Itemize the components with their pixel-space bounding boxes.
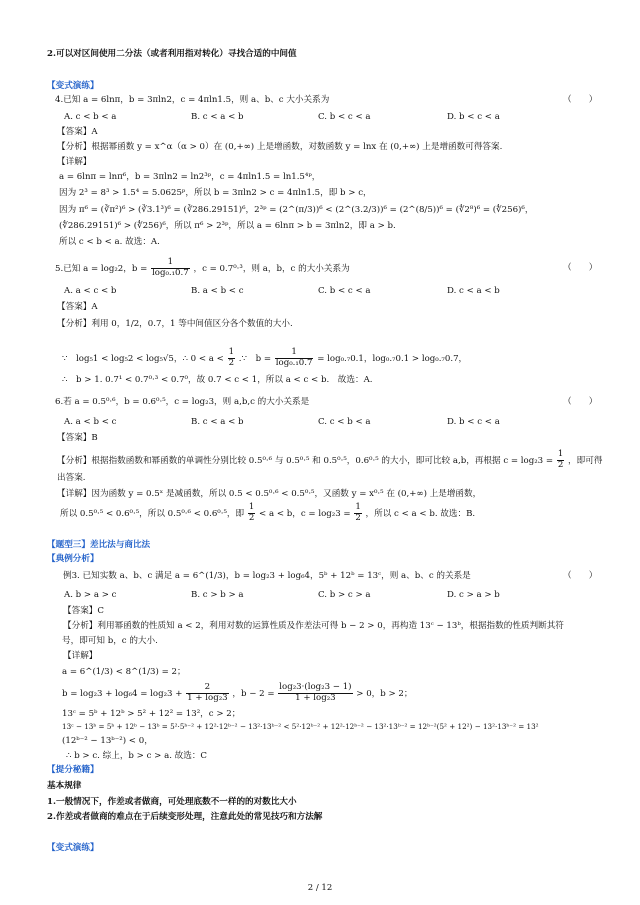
ex3-line-2: b = log₂3 + log₆4 = log₂3 + $\frac{2}{\text{1 + log₂3}}$ ，b − 2 = $\frac{\text{log₂3·(log₂3 − 1)}}{\text{1 + log₂3}}$ > 0，b > 2； (62, 682, 413, 703)
practice-tag: 【变式演练】 (47, 81, 99, 91)
fraction: $\frac{1}{\text{log₀.₁0.7}}$ (152, 257, 189, 278)
ex3-detail-label: 【详解】 (63, 651, 98, 661)
ex3-option-d: D. c > a > b (447, 590, 500, 600)
q6-option-b: B. c < a < b (191, 417, 244, 427)
q6-answer: 【答案】B (57, 433, 98, 443)
q4-detail-line: 因为 2³ = 8³ > 1.5⁴ = 5.0625ᵖ，所以 b = 3πln2 > c = 4πln1.5，即 b > c， (59, 188, 372, 198)
q6-analysis: 【分析】根据指数函数和幂函数的单调性分别比较 0.5⁰·⁶ 与 0.5⁰·⁵ 和 0.5⁰·⁵，0.6⁰·⁵ 的大小，即可比较 a,b，再根据 c = log₂3 = $\frac{1}{2}$ ，即可得 (57, 449, 603, 470)
practice-tag-2: 【变式演练】 (47, 843, 99, 853)
q4-option-c: C. b < c < a (318, 112, 371, 122)
fraction: $\frac{\text{log₂3·(log₂3 − 1)}}{\text{1 + log₂3}}$ (279, 682, 352, 703)
ex3-paren: （ ） (563, 571, 598, 581)
ex3-option-a: A. b > a > c (64, 590, 117, 600)
q5-analysis: 【分析】利用 0，1/2，0.7，1 等中间值区分各个数值的大小. (57, 319, 293, 329)
q6-option-a: A. a < b < c (64, 417, 117, 427)
q5-option-a: A. a < c < b (64, 286, 117, 296)
fraction: $\frac{1}{2}$ (248, 502, 255, 523)
q4-detail-line: a = 6lnπ = lnπ⁶，b = 3πln2 = ln2³ᵖ，c = 4πln1.5 = ln1.5⁴ᵖ， (59, 172, 321, 182)
q4-option-a: A. c < b < a (64, 112, 117, 122)
ex3-answer: 【答案】C (63, 606, 104, 616)
q4-paren: （ ） (563, 95, 598, 105)
q5-answer: 【答案】A (57, 302, 98, 312)
q6-stem: 6.若 a = 0.5⁰·⁶，b = 0.6⁰·⁵，c = log₂3，则 a,b,c 的大小关系是 (55, 397, 310, 407)
fraction: $\frac{1}{2}$ (557, 449, 564, 470)
q5-stem: 5.已知 a = log₂2，b = $\frac{1}{\text{log₀.₁0.7}}$ ，c = 0.7⁰·³，则 a，b，c 的大小关系为 (55, 257, 350, 278)
ex3-line-3: 13ᶜ = 5ᵇ + 12ᵇ > 5² + 12² = 13²，c > 2； (62, 709, 241, 719)
ex3-analysis-1: 【分析】利用幂函数的性质知 a < 2，利用对数的运算性质及作差法可得 b − 2 > 0，再构造 13ᶜ − 13ᵇ，根据指数的性质判断其符 (63, 621, 564, 631)
ex3-analysis-2: 号，即可知 b，c 的大小. (62, 636, 158, 646)
ex3-line-6: ∴ b > c. 综上，b > c > a. 故选：C (66, 751, 208, 761)
fraction: $\frac{1}{\text{log₀.₁0.7}}$ (275, 347, 313, 368)
ex3-option-b: B. c > b > a (191, 590, 244, 600)
q6-paren: （ ） (563, 397, 598, 407)
q4-option-b: B. c < a < b (191, 112, 244, 122)
ex3-stem: 例3. 已知实数 a、b、c 满足 a = 6^(1/3)，b = log₂3 + log₆4，5ᵇ + 12ᵇ = 13ᶜ，则 a、b、c 的关系是 (63, 571, 471, 581)
ex3-line-1: a = 6^(1/3) < 8^(1/3) = 2； (62, 667, 186, 677)
ex3-line-5: (12ᵇ⁻² − 13ᵇ⁻²) < 0， (62, 736, 153, 746)
q5-option-d: D. c < a < b (447, 286, 500, 296)
section-heading: 2.可以对区间使用二分法（或者利用指对转化）寻找合适的中间值 (47, 49, 297, 59)
q4-answer: 【答案】A (57, 127, 98, 137)
q4-option-d: D. b < c < a (447, 112, 500, 122)
rule-item: 1.一般情况下，作差或者做商，可处理底数不一样的的对数比大小 (47, 797, 297, 807)
rules-title: 基本规律 (47, 781, 82, 791)
fraction: $\frac{1}{2}$ (355, 502, 361, 523)
q4-detail-label: 【详解】 (57, 157, 92, 167)
q6-option-d: D. b < c < a (447, 417, 500, 427)
q5-option-c: C. b < c < a (318, 286, 371, 296)
q6-analysis-line-2: 出答案. (57, 473, 86, 483)
tips-tag: 【提分秘籍】 (47, 765, 99, 775)
q4-detail-line: (∜286.29151)⁶ > (∜256)⁶，所以 π⁶ > 2³ᵖ，所以 a = 6lnπ > b = 3πln2，即 a > b. (59, 221, 396, 231)
typical-analysis-tag: 【典例分析】 (47, 554, 99, 564)
q6-option-c: C. c < b < a (318, 417, 371, 427)
ex3-line-4: 13ᶜ − 13ᵇ = 5ᵇ + 12ᵇ − 13ᵇ = 5²·5ᵇ⁻² + 12²·12ᵇ⁻² − 13²·13ᵇ⁻² < 5²·12ᵇ⁻² + 12²·12ᵇ⁻² − 13²·13ᵇ⁻² = 12ᵇ⁻²(5² + 12²) − 13²·13ᵇ⁻² = 13² (62, 722, 539, 731)
q5-detail-line-1: ∵ log₅1 < log₅2 < log₅√5，∴ 0 < a < $\frac{1}{2}$ .∵ b = $\frac{1}{\text{log₀.₁0.7}}$ = log₀.₇0.1，log₀.₇0.1 > log₀.₇0.7， (62, 347, 468, 368)
q4-detail-line: 因为 π⁶ = (∛π²)⁶ > (∛3.1³)⁶ = (∛286.29151)⁶，2³ᵖ = (2^(π/3))⁶ < (2^(3.2/3))⁶ = (2^(8/5))⁶ = (∜2⁸)⁶ = (∜256)⁶， (59, 205, 534, 215)
q4-stem: 4.已知 a = 6lnπ，b = 3πln2，c = 4πln1.5，则 a、b、c 大小关系为 (55, 95, 330, 105)
q4-detail-line: 所以 c < b < a. 故选：A. (59, 237, 160, 247)
fraction: $\frac{1}{2}$ (228, 347, 235, 368)
q5-paren: （ ） (563, 263, 598, 273)
page-number: 2 / 12 (307, 883, 333, 893)
rule-item: 2.作差或者做商的难点在于后续变形处理，注意此处的常见技巧和方法解 (47, 812, 323, 822)
ex3-option-c: C. b > c > a (318, 590, 371, 600)
fraction: $\frac{2}{\text{1 + log₂3}}$ (187, 682, 228, 703)
type3-heading: 【题型三】差比法与商比法 (47, 540, 151, 550)
q5-detail-line-2: ∴ b > 1. 0.7¹ < 0.7⁰·³ < 0.7⁰，故 0.7 < c < 1，所以 a < c < b. 故选：A. (62, 375, 373, 385)
q6-detail-line-1: 【详解】因为函数 y = 0.5ˣ 是减函数，所以 0.5 < 0.5⁰·⁶ < 0.5⁰·⁵，又函数 y = x⁰·⁵ 在 (0,+∞) 上是增函数， (57, 489, 482, 499)
q4-analysis: 【分析】根据幂函数 y = x^α（α > 0）在 (0,+∞) 上是增函数，对数函数 y = lnx 在 (0,+∞) 上是增函数可得答案. (57, 142, 503, 152)
q6-detail-line-2: 所以 0.5⁰·⁵ < 0.6⁰·⁵，所以 0.5⁰·⁶ < 0.6⁰·⁵，即 $\frac{1}{2}$ < a < b，c = log₂3 = $\frac{1}{2}$ ，所以 c < a < b. 故选：B. (60, 502, 476, 523)
q5-option-b: B. a < b < c (191, 286, 244, 296)
